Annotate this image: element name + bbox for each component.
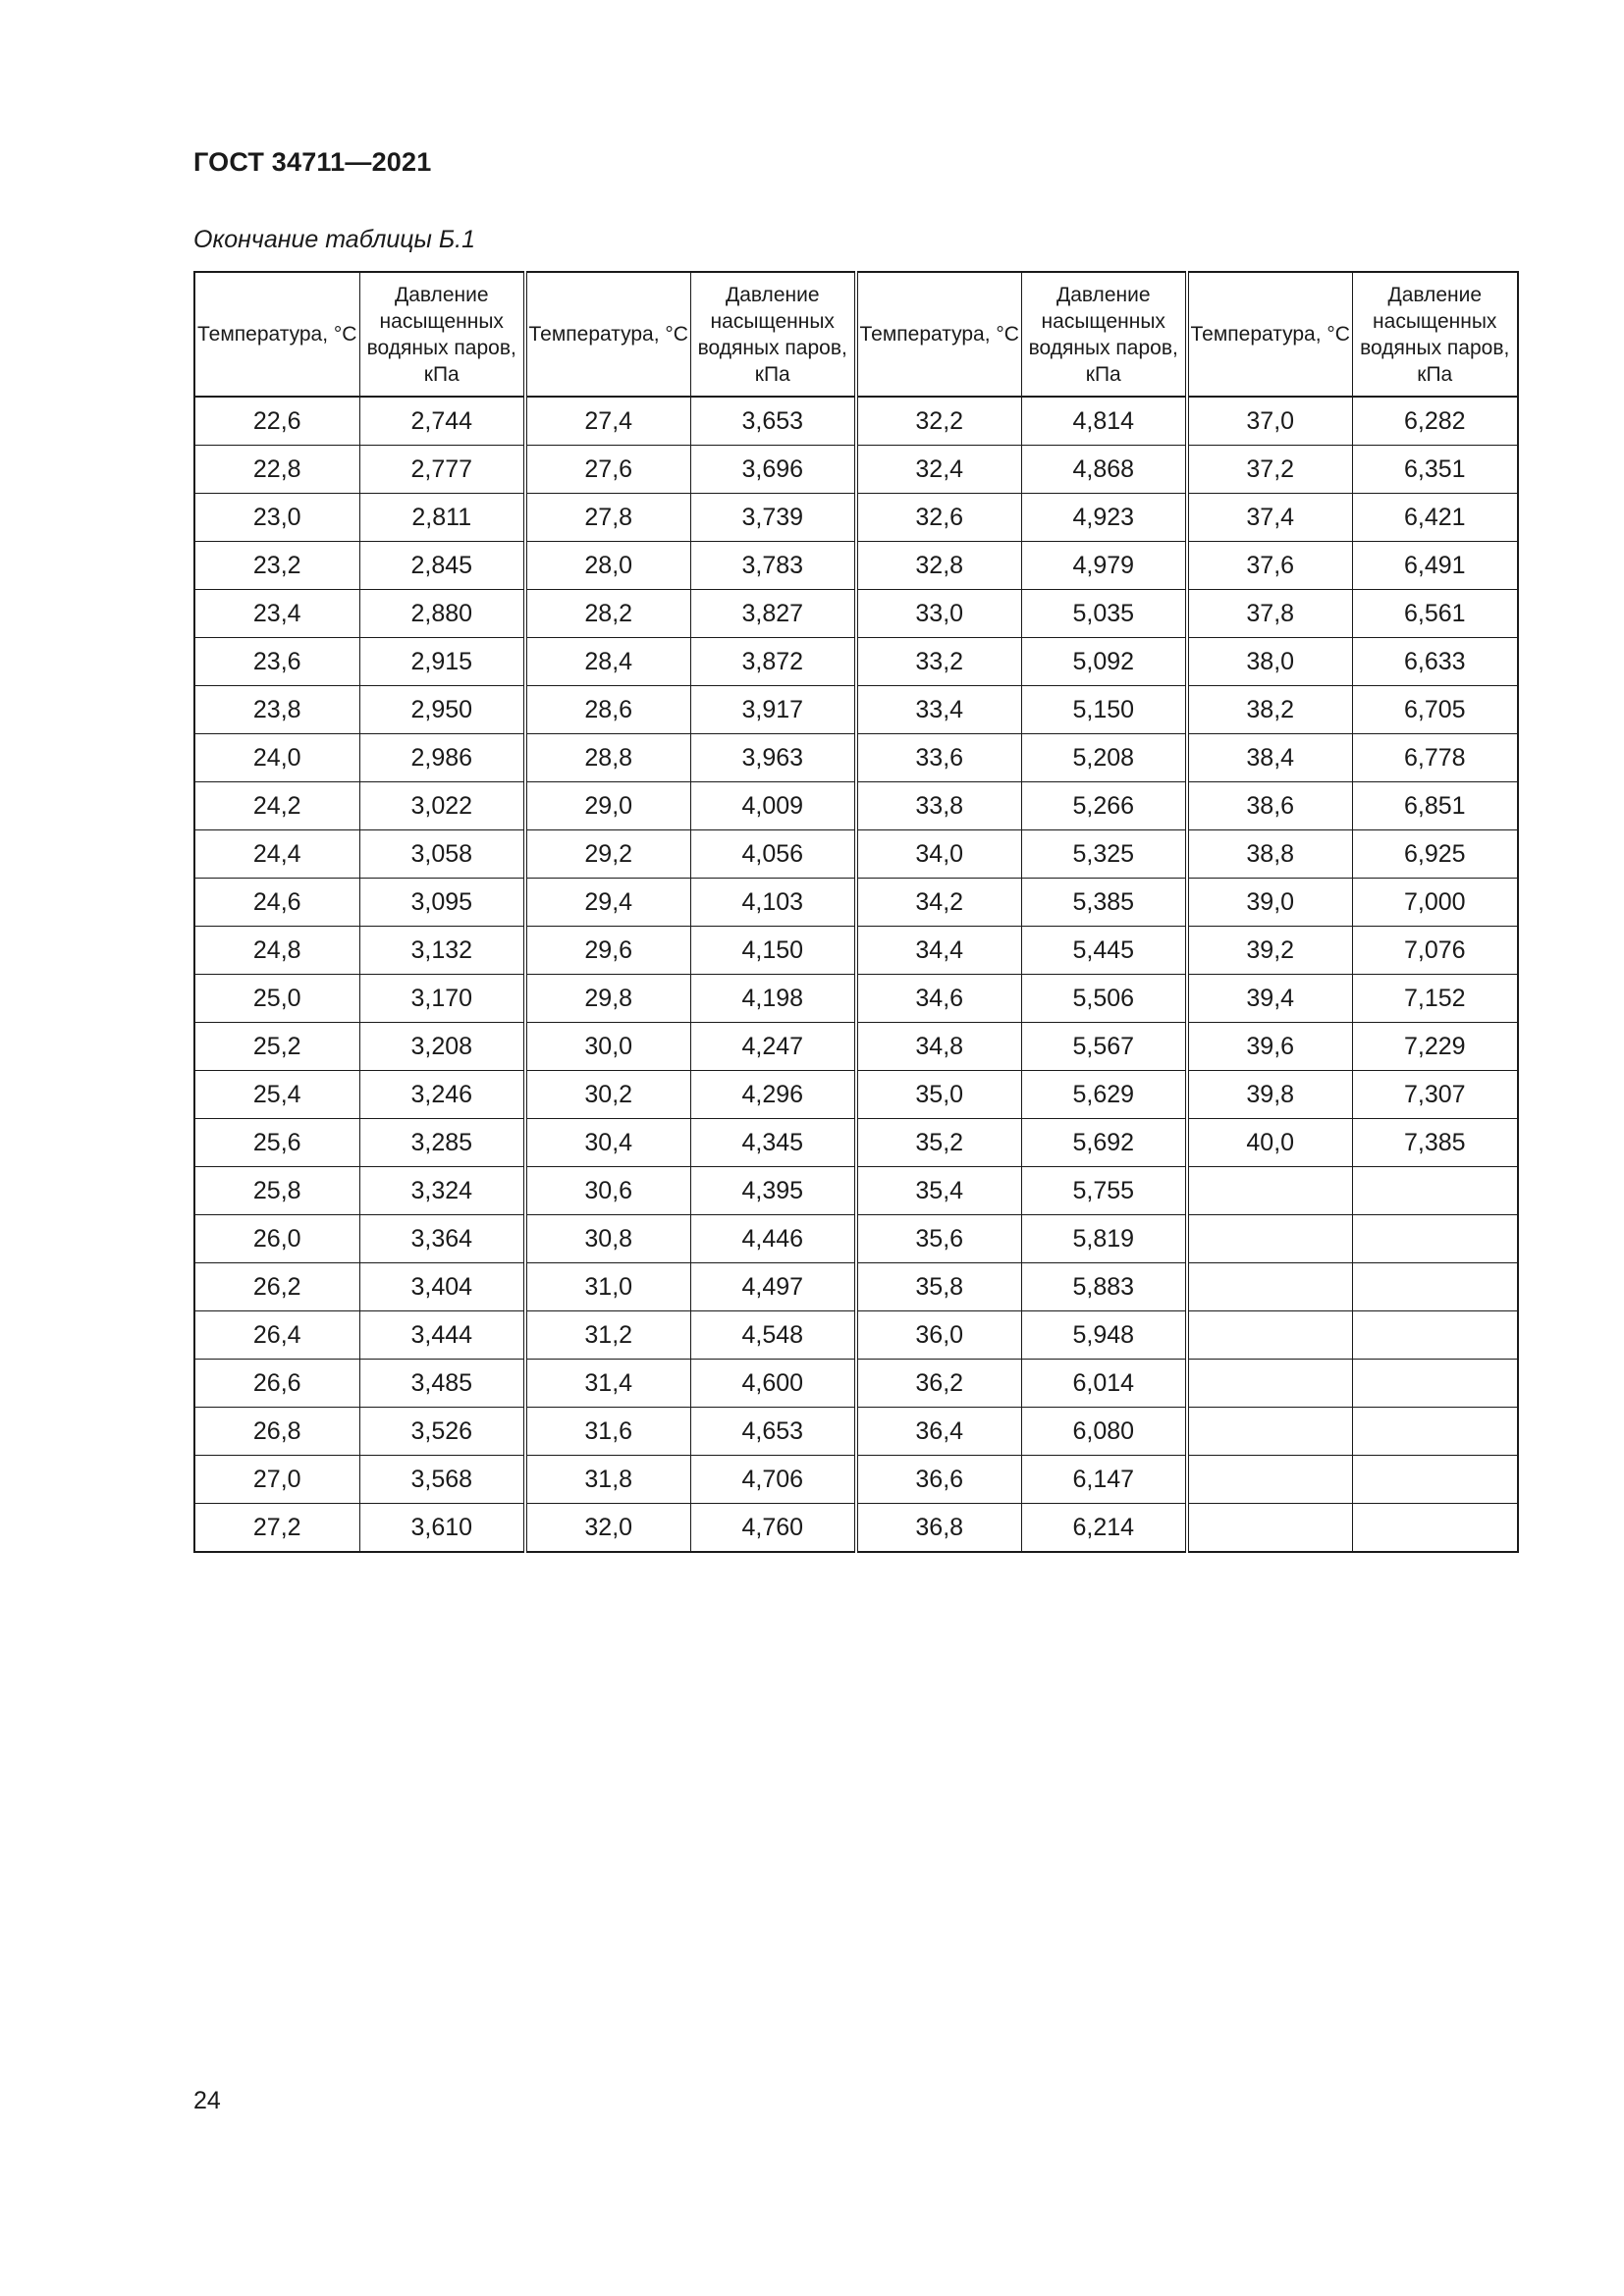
cell-temperature: 31,0 <box>525 1263 690 1311</box>
cell-pressure: 6,491 <box>1352 542 1518 590</box>
table-row <box>194 1311 1518 1360</box>
cell-pressure: 5,092 <box>1021 638 1187 686</box>
cell-temperature: 36,4 <box>856 1408 1021 1456</box>
table-row <box>194 1167 1518 1215</box>
cell-pressure: 5,266 <box>1021 782 1187 830</box>
cell-temperature: 27,8 <box>525 494 690 542</box>
cell-temperature: 31,8 <box>525 1456 690 1504</box>
table-row <box>194 638 1518 686</box>
cell-pressure: 3,610 <box>359 1504 525 1553</box>
cell-temperature: 27,4 <box>525 397 690 446</box>
cell-pressure: 7,307 <box>1352 1071 1518 1119</box>
cell-temperature: 25,4 <box>194 1071 359 1119</box>
cell-temperature: 27,0 <box>194 1456 359 1504</box>
cell-pressure: 6,014 <box>1021 1360 1187 1408</box>
cell-pressure: 2,950 <box>359 686 525 734</box>
table-row <box>194 782 1518 830</box>
cell-temperature: 31,6 <box>525 1408 690 1456</box>
cell-pressure <box>1352 1311 1518 1360</box>
cell-pressure: 6,925 <box>1352 830 1518 879</box>
cell-pressure: 6,351 <box>1352 446 1518 494</box>
cell-pressure: 4,056 <box>690 830 856 879</box>
cell-temperature: 32,6 <box>856 494 1021 542</box>
header-temperature: Температура, °С <box>856 272 1021 397</box>
cell-pressure: 3,246 <box>359 1071 525 1119</box>
cell-pressure: 2,777 <box>359 446 525 494</box>
cell-pressure: 5,325 <box>1021 830 1187 879</box>
cell-temperature: 28,2 <box>525 590 690 638</box>
cell-pressure: 5,385 <box>1021 879 1187 927</box>
cell-pressure: 3,783 <box>690 542 856 590</box>
table-row <box>194 975 1518 1023</box>
cell-pressure: 4,103 <box>690 879 856 927</box>
cell-temperature: 36,2 <box>856 1360 1021 1408</box>
table-row <box>194 494 1518 542</box>
cell-temperature: 38,6 <box>1187 782 1352 830</box>
cell-pressure: 2,811 <box>359 494 525 542</box>
cell-temperature <box>1187 1167 1352 1215</box>
cell-temperature: 26,0 <box>194 1215 359 1263</box>
cell-pressure: 4,923 <box>1021 494 1187 542</box>
cell-pressure: 4,150 <box>690 927 856 975</box>
header-pressure: Давление насыщенных водяных паров, кПа <box>690 272 856 397</box>
cell-pressure: 3,095 <box>359 879 525 927</box>
cell-temperature: 36,6 <box>856 1456 1021 1504</box>
cell-pressure: 5,819 <box>1021 1215 1187 1263</box>
cell-temperature: 35,2 <box>856 1119 1021 1167</box>
cell-temperature: 31,2 <box>525 1311 690 1360</box>
cell-temperature: 22,6 <box>194 397 359 446</box>
cell-temperature: 34,6 <box>856 975 1021 1023</box>
cell-pressure: 2,986 <box>359 734 525 782</box>
cell-temperature: 34,4 <box>856 927 1021 975</box>
cell-temperature: 32,8 <box>856 542 1021 590</box>
cell-temperature: 23,2 <box>194 542 359 590</box>
table-row <box>194 590 1518 638</box>
cell-temperature: 40,0 <box>1187 1119 1352 1167</box>
cell-pressure: 3,444 <box>359 1311 525 1360</box>
cell-temperature: 23,8 <box>194 686 359 734</box>
cell-temperature: 24,6 <box>194 879 359 927</box>
cell-pressure: 3,526 <box>359 1408 525 1456</box>
cell-temperature: 29,6 <box>525 927 690 975</box>
header-pressure: Давление насыщенных водяных паров, кПа <box>359 272 525 397</box>
cell-temperature: 30,0 <box>525 1023 690 1071</box>
cell-temperature: 39,2 <box>1187 927 1352 975</box>
cell-temperature: 34,0 <box>856 830 1021 879</box>
cell-pressure: 4,497 <box>690 1263 856 1311</box>
cell-temperature: 34,2 <box>856 879 1021 927</box>
cell-pressure: 6,080 <box>1021 1408 1187 1456</box>
cell-temperature: 35,4 <box>856 1167 1021 1215</box>
cell-temperature: 36,8 <box>856 1504 1021 1553</box>
table-row <box>194 830 1518 879</box>
header-temperature: Температура, °С <box>1187 272 1352 397</box>
cell-pressure: 4,548 <box>690 1311 856 1360</box>
cell-pressure: 3,170 <box>359 975 525 1023</box>
cell-pressure: 7,000 <box>1352 879 1518 927</box>
cell-temperature: 30,4 <box>525 1119 690 1167</box>
cell-temperature: 39,8 <box>1187 1071 1352 1119</box>
cell-temperature: 33,0 <box>856 590 1021 638</box>
table-row <box>194 446 1518 494</box>
cell-pressure: 6,851 <box>1352 782 1518 830</box>
vapor-pressure-table <box>193 271 1519 1553</box>
header-temperature: Температура, °С <box>525 272 690 397</box>
cell-temperature: 33,8 <box>856 782 1021 830</box>
cell-pressure: 3,653 <box>690 397 856 446</box>
cell-temperature: 37,0 <box>1187 397 1352 446</box>
cell-pressure: 5,755 <box>1021 1167 1187 1215</box>
cell-pressure: 4,296 <box>690 1071 856 1119</box>
cell-pressure: 3,917 <box>690 686 856 734</box>
page-number: 24 <box>193 2087 221 2114</box>
cell-pressure: 5,150 <box>1021 686 1187 734</box>
cell-pressure: 5,692 <box>1021 1119 1187 1167</box>
cell-temperature: 30,2 <box>525 1071 690 1119</box>
cell-pressure: 3,132 <box>359 927 525 975</box>
cell-temperature: 25,0 <box>194 975 359 1023</box>
cell-temperature: 39,4 <box>1187 975 1352 1023</box>
cell-temperature: 25,8 <box>194 1167 359 1215</box>
cell-temperature: 28,8 <box>525 734 690 782</box>
cell-pressure: 3,404 <box>359 1263 525 1311</box>
cell-pressure: 4,009 <box>690 782 856 830</box>
cell-pressure: 6,282 <box>1352 397 1518 446</box>
cell-temperature <box>1187 1263 1352 1311</box>
table-row <box>194 1504 1518 1553</box>
cell-pressure: 4,198 <box>690 975 856 1023</box>
cell-temperature <box>1187 1311 1352 1360</box>
document-header: ГОСТ 34711—2021 <box>193 147 432 177</box>
cell-temperature <box>1187 1456 1352 1504</box>
cell-pressure: 6,561 <box>1352 590 1518 638</box>
cell-temperature: 22,8 <box>194 446 359 494</box>
cell-pressure: 5,035 <box>1021 590 1187 638</box>
cell-temperature: 39,0 <box>1187 879 1352 927</box>
table-row <box>194 1119 1518 1167</box>
cell-temperature: 23,0 <box>194 494 359 542</box>
cell-pressure: 2,915 <box>359 638 525 686</box>
cell-temperature: 32,2 <box>856 397 1021 446</box>
cell-temperature: 29,4 <box>525 879 690 927</box>
cell-pressure: 5,445 <box>1021 927 1187 975</box>
cell-temperature: 33,6 <box>856 734 1021 782</box>
cell-pressure: 2,880 <box>359 590 525 638</box>
table-row <box>194 397 1518 446</box>
cell-temperature: 28,0 <box>525 542 690 590</box>
cell-pressure: 3,208 <box>359 1023 525 1071</box>
table-caption: Окончание таблицы Б.1 <box>193 226 475 253</box>
cell-temperature: 29,8 <box>525 975 690 1023</box>
cell-temperature: 35,8 <box>856 1263 1021 1311</box>
table-row <box>194 1071 1518 1119</box>
cell-temperature: 23,4 <box>194 590 359 638</box>
cell-pressure <box>1352 1263 1518 1311</box>
table-row <box>194 927 1518 975</box>
cell-temperature: 26,4 <box>194 1311 359 1360</box>
table-row <box>194 1456 1518 1504</box>
cell-pressure: 4,345 <box>690 1119 856 1167</box>
cell-temperature <box>1187 1408 1352 1456</box>
cell-temperature: 25,2 <box>194 1023 359 1071</box>
cell-temperature: 35,0 <box>856 1071 1021 1119</box>
cell-temperature: 24,0 <box>194 734 359 782</box>
cell-pressure: 5,567 <box>1021 1023 1187 1071</box>
cell-pressure: 6,147 <box>1021 1456 1187 1504</box>
cell-temperature: 33,4 <box>856 686 1021 734</box>
table-body <box>194 397 1518 1552</box>
cell-pressure: 4,247 <box>690 1023 856 1071</box>
cell-pressure: 4,706 <box>690 1456 856 1504</box>
cell-pressure: 6,778 <box>1352 734 1518 782</box>
cell-temperature: 27,2 <box>194 1504 359 1553</box>
cell-temperature: 34,8 <box>856 1023 1021 1071</box>
cell-pressure: 4,979 <box>1021 542 1187 590</box>
table-row <box>194 542 1518 590</box>
cell-pressure <box>1352 1504 1518 1553</box>
cell-pressure: 3,963 <box>690 734 856 782</box>
cell-temperature <box>1187 1215 1352 1263</box>
cell-temperature: 28,4 <box>525 638 690 686</box>
cell-pressure: 3,739 <box>690 494 856 542</box>
cell-pressure: 7,152 <box>1352 975 1518 1023</box>
cell-temperature: 37,6 <box>1187 542 1352 590</box>
cell-temperature: 24,4 <box>194 830 359 879</box>
cell-temperature: 29,0 <box>525 782 690 830</box>
cell-pressure: 3,364 <box>359 1215 525 1263</box>
cell-temperature: 26,2 <box>194 1263 359 1311</box>
cell-temperature: 29,2 <box>525 830 690 879</box>
cell-temperature: 30,8 <box>525 1215 690 1263</box>
cell-temperature: 28,6 <box>525 686 690 734</box>
cell-temperature: 33,2 <box>856 638 1021 686</box>
cell-pressure: 5,506 <box>1021 975 1187 1023</box>
cell-temperature: 32,4 <box>856 446 1021 494</box>
cell-pressure: 3,324 <box>359 1167 525 1215</box>
cell-temperature: 37,4 <box>1187 494 1352 542</box>
cell-pressure: 2,845 <box>359 542 525 590</box>
table-row <box>194 1215 1518 1263</box>
cell-pressure: 3,696 <box>690 446 856 494</box>
cell-pressure: 7,076 <box>1352 927 1518 975</box>
table-row <box>194 1408 1518 1456</box>
cell-temperature: 23,6 <box>194 638 359 686</box>
cell-pressure: 5,208 <box>1021 734 1187 782</box>
table-row <box>194 1023 1518 1071</box>
cell-pressure: 3,058 <box>359 830 525 879</box>
cell-pressure: 6,705 <box>1352 686 1518 734</box>
cell-pressure: 4,446 <box>690 1215 856 1263</box>
cell-temperature: 37,8 <box>1187 590 1352 638</box>
cell-temperature: 25,6 <box>194 1119 359 1167</box>
cell-temperature: 38,0 <box>1187 638 1352 686</box>
table-row <box>194 734 1518 782</box>
cell-temperature: 31,4 <box>525 1360 690 1408</box>
cell-pressure: 6,421 <box>1352 494 1518 542</box>
cell-pressure <box>1352 1360 1518 1408</box>
cell-temperature: 26,6 <box>194 1360 359 1408</box>
cell-temperature: 24,2 <box>194 782 359 830</box>
cell-temperature: 32,0 <box>525 1504 690 1553</box>
table-row <box>194 1360 1518 1408</box>
cell-pressure <box>1352 1215 1518 1263</box>
cell-temperature: 26,8 <box>194 1408 359 1456</box>
table-row <box>194 879 1518 927</box>
cell-pressure: 4,653 <box>690 1408 856 1456</box>
cell-temperature: 27,6 <box>525 446 690 494</box>
cell-pressure: 7,229 <box>1352 1023 1518 1071</box>
cell-pressure: 3,022 <box>359 782 525 830</box>
table-header-row <box>194 272 1518 397</box>
cell-pressure: 4,868 <box>1021 446 1187 494</box>
cell-pressure: 3,568 <box>359 1456 525 1504</box>
table-container <box>193 271 1519 1553</box>
cell-pressure: 4,395 <box>690 1167 856 1215</box>
cell-temperature: 35,6 <box>856 1215 1021 1263</box>
header-pressure: Давление насыщенных водяных паров, кПа <box>1352 272 1518 397</box>
cell-pressure <box>1352 1167 1518 1215</box>
cell-pressure: 4,600 <box>690 1360 856 1408</box>
cell-pressure: 3,872 <box>690 638 856 686</box>
table-row <box>194 686 1518 734</box>
cell-pressure: 4,814 <box>1021 397 1187 446</box>
cell-pressure: 4,760 <box>690 1504 856 1553</box>
cell-temperature: 30,6 <box>525 1167 690 1215</box>
cell-temperature: 39,6 <box>1187 1023 1352 1071</box>
cell-pressure: 3,485 <box>359 1360 525 1408</box>
cell-pressure: 2,744 <box>359 397 525 446</box>
cell-pressure: 5,948 <box>1021 1311 1187 1360</box>
cell-pressure: 3,285 <box>359 1119 525 1167</box>
cell-pressure: 6,633 <box>1352 638 1518 686</box>
cell-temperature: 37,2 <box>1187 446 1352 494</box>
cell-temperature: 38,8 <box>1187 830 1352 879</box>
cell-temperature: 38,4 <box>1187 734 1352 782</box>
cell-pressure <box>1352 1456 1518 1504</box>
cell-pressure: 5,883 <box>1021 1263 1187 1311</box>
cell-pressure: 6,214 <box>1021 1504 1187 1553</box>
cell-pressure: 7,385 <box>1352 1119 1518 1167</box>
cell-temperature: 38,2 <box>1187 686 1352 734</box>
cell-temperature: 24,8 <box>194 927 359 975</box>
cell-temperature <box>1187 1360 1352 1408</box>
cell-pressure: 3,827 <box>690 590 856 638</box>
header-temperature: Температура, °С <box>194 272 359 397</box>
cell-pressure <box>1352 1408 1518 1456</box>
cell-temperature <box>1187 1504 1352 1553</box>
table-row <box>194 1263 1518 1311</box>
cell-pressure: 5,629 <box>1021 1071 1187 1119</box>
header-pressure: Давление насыщенных водяных паров, кПа <box>1021 272 1187 397</box>
cell-temperature: 36,0 <box>856 1311 1021 1360</box>
